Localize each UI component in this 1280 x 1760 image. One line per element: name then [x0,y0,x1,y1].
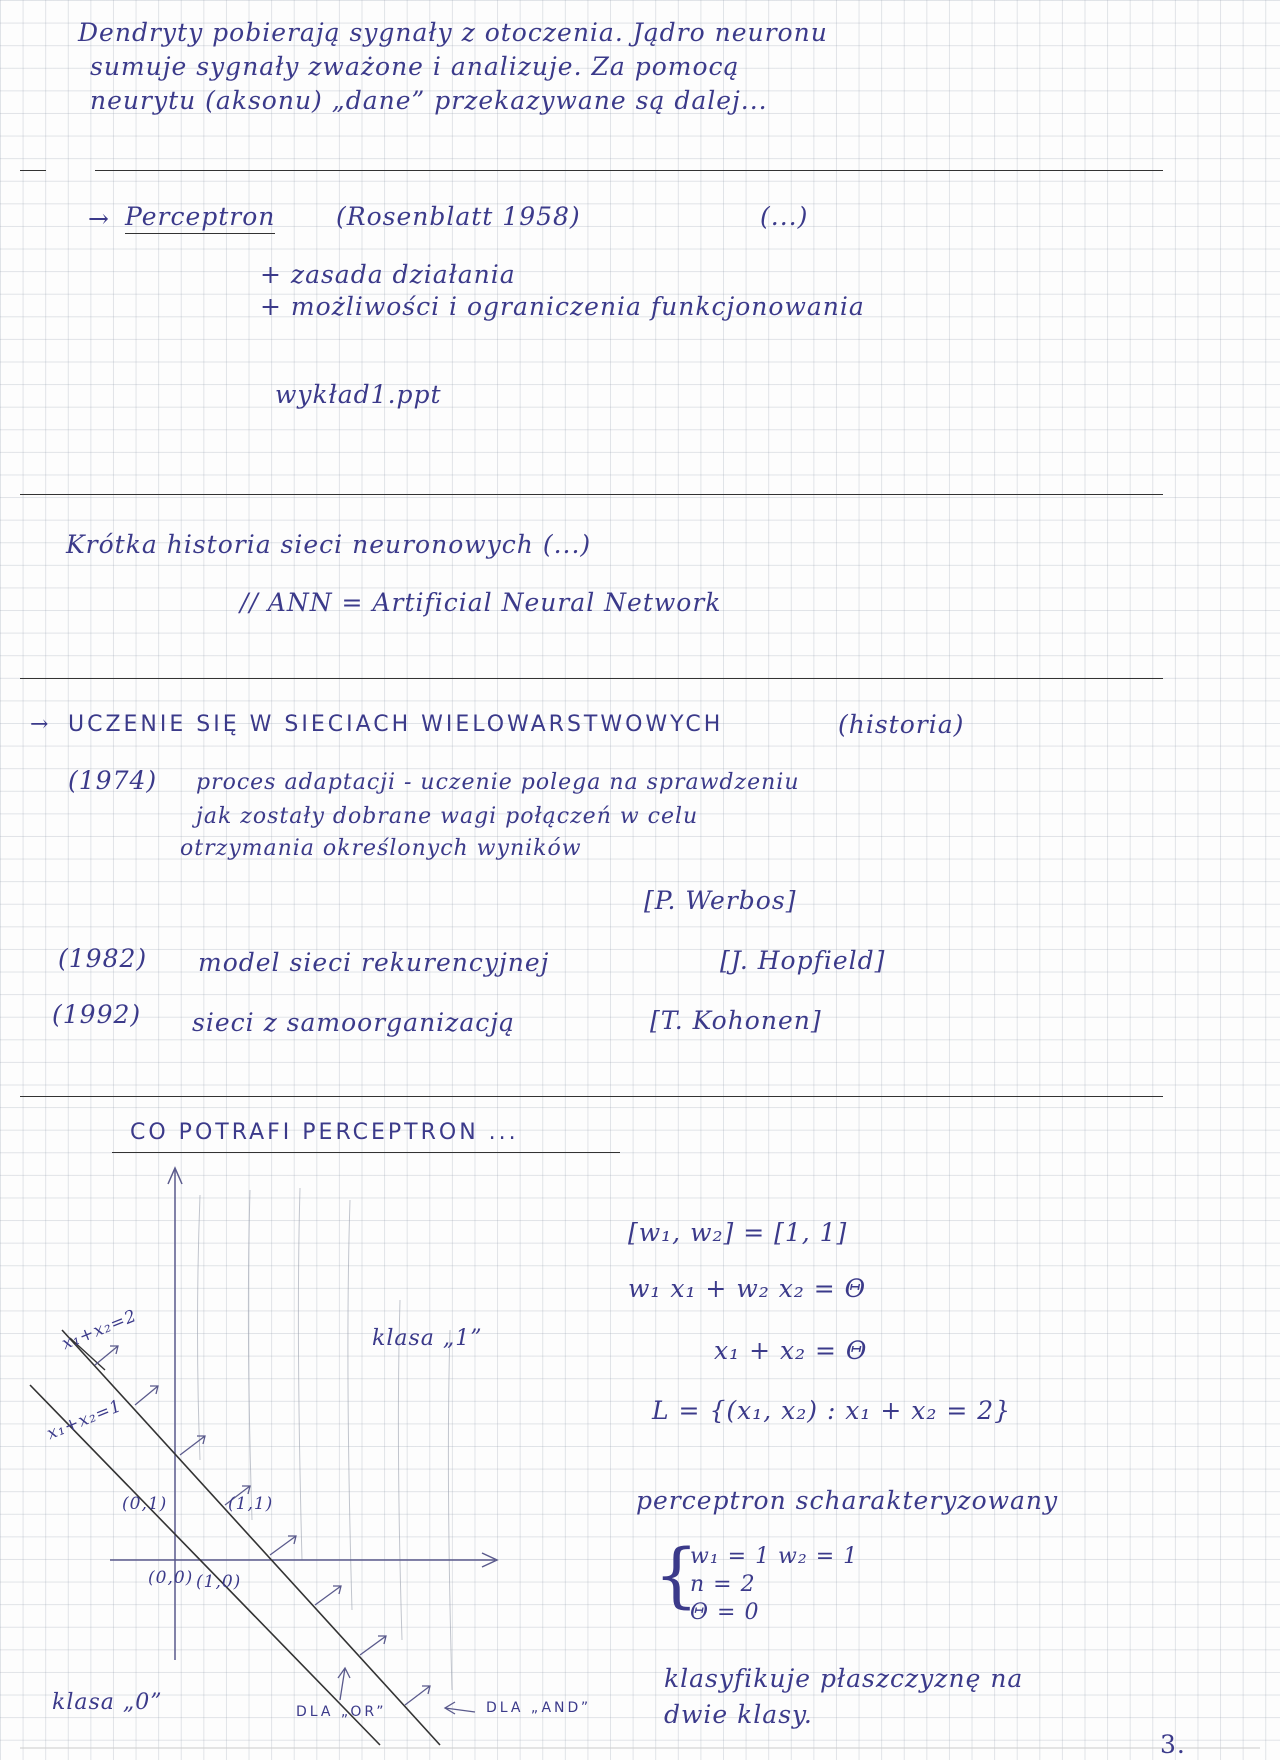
text-1982: model sieci rekurencyjnej [198,948,550,977]
perceptron-file: wykład1.ppt [275,380,442,409]
learning-heading: UCZENIE SIĘ W SIECIACH WIELOWARSTWOWYCH [68,712,724,737]
author-1992: [T. Kohonen] [650,1006,822,1035]
system-line-2: n = 2 [690,1572,756,1597]
text-1974-line-3: otrzymania określonych wyników [180,836,582,861]
class-1-hatching [198,1188,453,1690]
text-1992: sieci z samoorganizacją [192,1008,515,1037]
learning-heading-note: (historia) [838,710,965,739]
graph-point-1-1: (1,1) [228,1494,274,1514]
year-1982: (1982) [58,944,148,973]
classify-line-2: dwie klasy. [664,1700,813,1729]
graph-class-1-label: klasa „1” [372,1326,483,1351]
author-1982: [J. Hopfield] [720,946,886,975]
year-1992: (1992) [52,1000,142,1029]
intro-line-3: neurytu (aksonu) „dane” przekazywane są dalej... [90,86,768,115]
graph-and-label: DLA „AND” [486,1700,592,1716]
history-line: Krótka historia sieci neuronowych (...) [66,530,592,559]
set-equation: L = {(x₁, x₂) : x₁ + x₂ = 2} [652,1396,1012,1425]
perceptron-title: Perceptron [125,202,275,234]
text-1974-line-1: proces adaptacji - uczenie polega na sprawdzeniu [196,770,800,795]
perceptron-bullet-1: + zasada działania [260,260,516,289]
perceptron-ellipsis: (...) [760,202,809,231]
text-1974-line-2: jak zostały dobrane wagi połączeń w celu [196,804,699,829]
characterized-title: perceptron scharakteryzowany [636,1486,1059,1515]
graph-point-0-1: (0,1) [122,1494,168,1514]
threshold-equation: x₁ + x₂ = Θ [714,1336,868,1365]
graph-or-label: DLA „OR” [296,1704,387,1720]
system-line-3: Θ = 0 [690,1600,760,1625]
system-line-1: w₁ = 1 w₂ = 1 [690,1544,859,1569]
system-brace: { [654,1534,700,1616]
capability-heading: CO POTRAFI PERCEPTRON ... [130,1120,519,1145]
line-x1-x2-1 [62,1330,440,1745]
graph-class-0-label: klasa „0” [52,1690,163,1715]
and-pointer-icon [445,1702,475,1714]
graph-line-label-2: x₁+x₂=2 [59,1305,140,1355]
or-pointer-icon [338,1668,350,1700]
intro-line-2: sumuje sygnały zważone i analizuje. Za pomocą [90,52,740,81]
ann-definition: // ANN = Artificial Neural Network [240,588,722,617]
weighted-sum-equation: w₁ x₁ + w₂ x₂ = Θ [628,1274,867,1303]
intro-line-1: Dendryty pobierają sygnały z otoczenia. Jądro neuronu [78,18,828,47]
page-number: 3. [1160,1730,1186,1759]
graph-point-0-0: (0,0) [148,1568,194,1588]
arrow-right-icon: → [88,204,110,233]
weights-equation: [w₁, w₂] = [1, 1] [628,1218,848,1247]
graph-point-1-0: (1,0) [196,1572,242,1592]
author-1974: [P. Werbos] [644,886,797,915]
perceptron-bullet-2: + możliwości i ograniczenia funkcjonowania [260,292,865,321]
classify-line-1: klasyfikuje płaszczyznę na [664,1664,1024,1693]
year-1974: (1974) [68,766,158,795]
graph-line-label-1: x₁+x₂=1 [44,1395,125,1445]
normal-arrows [95,1346,430,1705]
arrow-right-icon: → [30,712,50,737]
perceptron-attribution: (Rosenblatt 1958) [336,202,581,231]
